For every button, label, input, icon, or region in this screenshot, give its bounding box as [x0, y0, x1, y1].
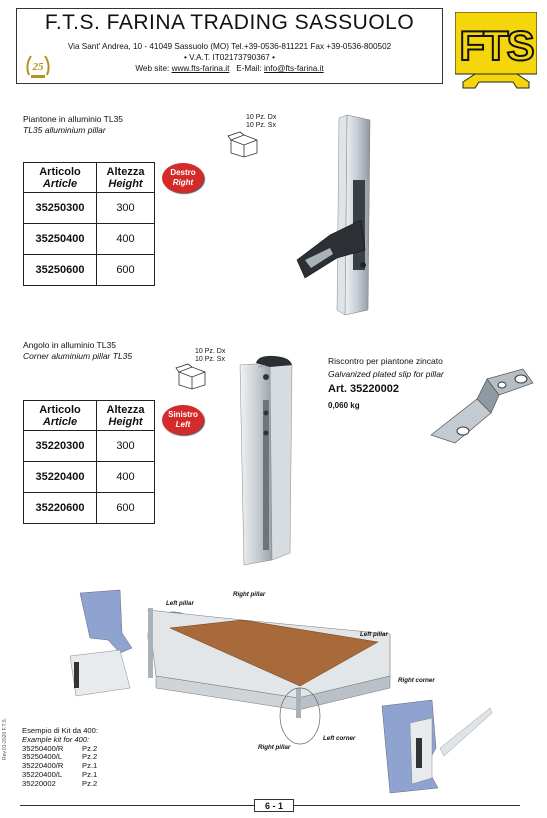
page-number: 6 - 1: [254, 799, 294, 812]
corner-pillar-image: [230, 355, 300, 570]
section1-title-it: Piantone in alluminio TL35: [23, 114, 124, 124]
table-row: 35250300 300: [24, 193, 155, 224]
slip-article: Art. 35220002: [328, 383, 399, 395]
fts-brand-logo: [455, 12, 537, 90]
col-height-header: Altezza Height: [97, 401, 155, 431]
box-icon: [175, 363, 209, 391]
list-item: 35250400/R Pz.2: [22, 743, 98, 753]
website-link[interactable]: www.fts-farina.it: [171, 64, 230, 73]
section1-title-en: TL35 alluminium pillar: [23, 125, 106, 135]
slip-weight: 0,060 kg: [328, 401, 360, 410]
section2-pack-info: 10 Pz. Dx 10 Pz. Sx: [195, 348, 226, 363]
box-icon: [227, 131, 261, 159]
vat-line: • V.A.T. IT02173790367 •: [183, 53, 275, 62]
list-item: 35220002 Pz.2: [22, 778, 98, 788]
label-left-pillar: Left pillar: [360, 631, 388, 638]
section1-table: [23, 162, 155, 286]
table-row: 35220400 400: [24, 462, 155, 493]
section2-title-en: Corner aluminium pillar TL35: [23, 351, 133, 361]
table-row: 35250600 600: [24, 255, 155, 286]
anniversary-logo: [23, 51, 53, 81]
right-badge: Destro Right: [162, 163, 204, 193]
label-right-pillar: Right pillar: [258, 744, 291, 751]
svg-text:FTS: FTS: [459, 22, 533, 69]
email-link[interactable]: info@fts-farina.it: [263, 64, 324, 73]
label-right-corner: Right corner: [398, 677, 435, 684]
left-badge: Sinistro Left: [162, 405, 204, 435]
assembly-diagram: [60, 588, 500, 798]
table-row: 35220600 600: [24, 493, 155, 524]
address-line: Via Sant' Andrea, 10 - 41049 Sassuolo (MO) Tel.+39-0536-811221 Fax +39-0536-800502: [67, 42, 392, 51]
company-name: F.T.S. FARINA TRADING SASSUOLO: [44, 11, 415, 34]
aluminium-pillar-image: [275, 110, 395, 325]
col-article-header: Articolo Article: [24, 401, 97, 431]
svg-text:25: 25: [32, 61, 44, 73]
kit-example: Esempio di Kit da 400: Example kit for 400: 35250400/R Pz.2 35250400/L Pz.2 35220400/R Pz.1 35220400/L Pz.1 35220002 Pz.2: [22, 726, 98, 788]
col-article-header: Articolo Article: [24, 163, 97, 193]
contact-line: Web site: www.fts-farina.it E-Mail: info@fts-farina.it: [135, 64, 324, 73]
letterhead: [16, 8, 443, 84]
list-item: 35250400/L Pz.2: [22, 752, 98, 762]
revision-note: Rev.01-2020 F.T.S.: [2, 717, 8, 760]
table-row: 35250400 400: [24, 224, 155, 255]
section2-table: [23, 400, 155, 524]
label-left-pillar: Left pillar: [166, 600, 194, 607]
slip-image: [425, 365, 537, 460]
slip-title-it: Riscontro per piantone zincato: [328, 356, 443, 366]
col-height-header: Altezza Height: [97, 163, 155, 193]
section1-pack-info: 10 Pz. Dx 10 Pz. Sx: [246, 114, 277, 129]
table-row: 35220300 300: [24, 431, 155, 462]
label-left-corner: Left corner: [323, 735, 356, 742]
slip-title-en: Galvanized plated slip for pillar: [328, 369, 444, 379]
list-item: 35220400/L Pz.1: [22, 769, 98, 779]
section2-title-it: Angolo in alluminio TL35: [23, 340, 116, 350]
label-right-pillar: Right pillar: [233, 591, 266, 598]
list-item: 35220400/R Pz.1: [22, 761, 98, 771]
